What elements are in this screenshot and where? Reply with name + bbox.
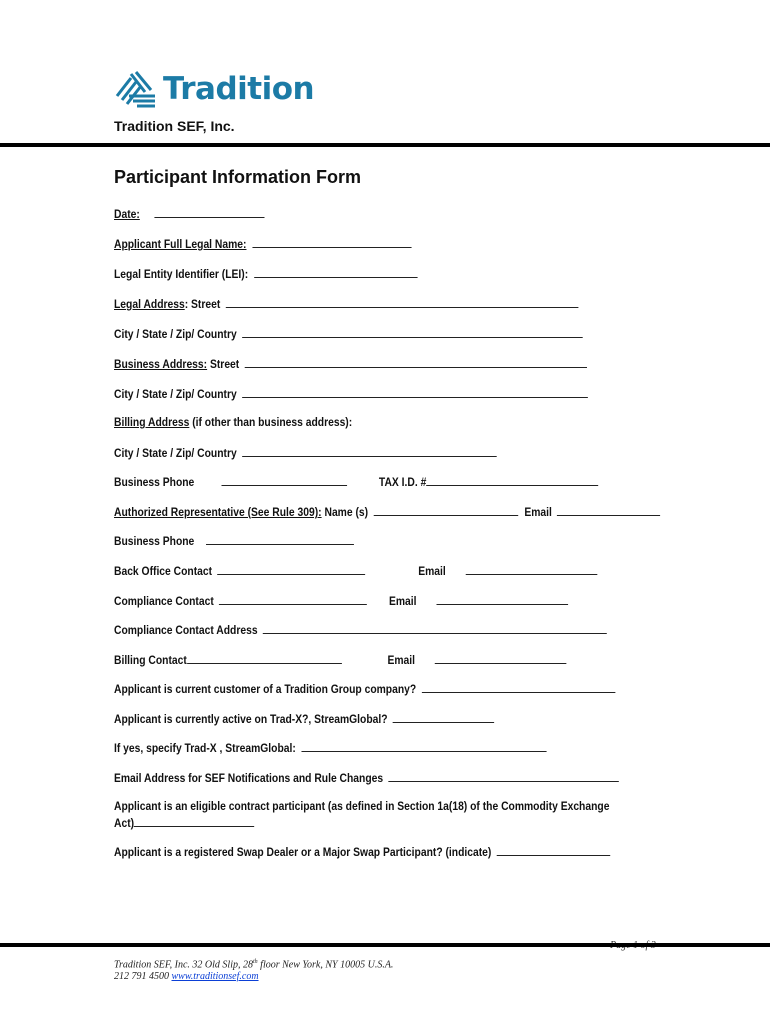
- billing-city-row: [114, 445, 497, 460]
- company-logo: [115, 70, 314, 108]
- back-office-label: Back Office Contact: [114, 564, 213, 578]
- legal-address-row: Legal Address: Street: [114, 296, 578, 311]
- footer-address-prefix: Tradition SEF, Inc. 32 Old Slip, 28: [114, 959, 253, 971]
- business-city-field[interactable]: [242, 386, 588, 398]
- billing-contact-row: [114, 652, 567, 667]
- swap-dealer-label: Applicant is a registered Swap Dealer or a Major Swap Participant? (indicate): [114, 845, 492, 859]
- business-street-label: Street: [209, 357, 240, 371]
- compliance-address-field[interactable]: [263, 622, 607, 634]
- footer-address-suffix: floor New York, NY 10005 U.S.A.: [257, 959, 394, 971]
- footer-website-link[interactable]: www.traditionsef.com: [171, 971, 259, 983]
- eligible-question-line2: Act): [114, 816, 135, 830]
- notifications-question-label: Email Address for SEF Notifications and Rule Changes: [114, 771, 384, 785]
- legal-street-label: Street: [191, 297, 221, 311]
- customer-question-row: [114, 681, 615, 696]
- lei-row: [114, 266, 418, 281]
- lei-field[interactable]: [254, 266, 417, 278]
- billing-email-field[interactable]: [435, 652, 567, 664]
- billing-city-label: City / State / Zip/ Country: [114, 446, 237, 460]
- company-name: Tradition SEF, Inc.: [114, 118, 235, 134]
- legal-city-row: [114, 326, 583, 341]
- business-phone-2-label: Business Phone: [114, 534, 195, 548]
- legal-name-label: Applicant Full Legal Name:: [114, 237, 247, 251]
- eligible-question-line1: Applicant is an eligible contract participant (as defined in Section 1a(18) of the Commodity Exchange: [114, 799, 610, 813]
- specify-question-field[interactable]: [301, 740, 546, 752]
- eligible-question-row: [114, 799, 609, 830]
- billing-address-label: Billing Address: [114, 415, 190, 429]
- tax-id-label: TAX I.D. #: [378, 475, 427, 489]
- lei-label: Legal Entity Identifier (LEI):: [114, 267, 249, 281]
- billing-address-note: (if other than business address):: [192, 415, 353, 429]
- billing-contact-label: Billing Contact: [114, 653, 187, 667]
- back-office-field[interactable]: [218, 563, 366, 575]
- active-question-field[interactable]: [393, 711, 494, 723]
- eligible-question-line2-wrap: [114, 815, 609, 830]
- compliance-address-label: Compliance Contact Address: [114, 623, 258, 637]
- rep-names-label: Name (s): [324, 505, 369, 519]
- authorized-rep-label: Authorized Representative (See Rule 309):: [114, 505, 322, 519]
- footer-phone: 212 791 4500: [114, 971, 169, 983]
- business-city-row: [114, 386, 588, 401]
- business-street-field[interactable]: [245, 356, 587, 368]
- rep-email-field[interactable]: [557, 504, 660, 516]
- compliance-email-label: Email: [388, 594, 417, 608]
- notifications-question-row: [114, 770, 619, 785]
- specify-question-row: [114, 740, 546, 755]
- legal-address-label: Legal Address: [114, 297, 185, 311]
- back-office-email-field[interactable]: [466, 563, 598, 575]
- rep-names-field[interactable]: [374, 504, 518, 516]
- business-phone-row: [114, 474, 598, 489]
- legal-city-label: City / State / Zip/ Country: [114, 327, 237, 341]
- back-office-row: [114, 563, 597, 578]
- compliance-address-row: [114, 622, 607, 637]
- footer-address: [114, 956, 393, 983]
- legal-name-field[interactable]: [253, 236, 412, 248]
- swap-dealer-field[interactable]: [497, 844, 611, 856]
- billing-city-field[interactable]: [242, 445, 497, 457]
- compliance-contact-field[interactable]: [219, 593, 367, 605]
- date-field[interactable]: [155, 206, 265, 218]
- tradition-logo-icon: [115, 70, 157, 108]
- active-question-row: [114, 711, 494, 726]
- eligible-question-field[interactable]: [134, 815, 254, 827]
- back-office-email-label: Email: [418, 564, 446, 578]
- compliance-email-field[interactable]: [437, 593, 569, 605]
- footer-address-sup: th: [253, 959, 258, 965]
- business-phone-field[interactable]: [221, 474, 347, 486]
- logo-wordmark: Tradition: [163, 71, 315, 107]
- date-row: [114, 206, 265, 221]
- header-divider: [0, 143, 770, 147]
- business-phone-2-row: [114, 533, 354, 548]
- customer-question-field[interactable]: [422, 681, 616, 693]
- date-label: Date:: [114, 207, 140, 221]
- business-city-label: City / State / Zip/ Country: [114, 387, 237, 401]
- billing-address-row: [114, 415, 352, 429]
- notifications-question-field[interactable]: [389, 770, 619, 782]
- business-address-label: Business Address:: [114, 357, 208, 371]
- active-question-label: Applicant is currently active on Trad-X?, StreamGlobal?: [114, 712, 388, 726]
- legal-street-field[interactable]: [226, 296, 579, 308]
- compliance-contact-label: Compliance Contact: [114, 594, 214, 608]
- footer-divider: [0, 943, 770, 947]
- tax-id-field[interactable]: [426, 474, 598, 486]
- rep-email-label: Email: [524, 505, 552, 519]
- business-phone-label: Business Phone: [114, 475, 195, 489]
- authorized-rep-row: [114, 504, 661, 519]
- customer-question-label: Applicant is current customer of a Tradition Group company?: [114, 682, 417, 696]
- billing-email-label: Email: [387, 653, 416, 667]
- billing-contact-field[interactable]: [187, 652, 342, 664]
- specify-question-label: If yes, specify Trad-X , StreamGlobal:: [114, 741, 296, 755]
- legal-name-row: [114, 236, 412, 251]
- swap-dealer-row: [114, 844, 610, 859]
- business-phone-2-field[interactable]: [206, 533, 354, 545]
- legal-city-field[interactable]: [242, 326, 583, 338]
- page-title: Participant Information Form: [114, 167, 362, 187]
- compliance-contact-row: [114, 593, 568, 608]
- business-address-row: [114, 356, 587, 371]
